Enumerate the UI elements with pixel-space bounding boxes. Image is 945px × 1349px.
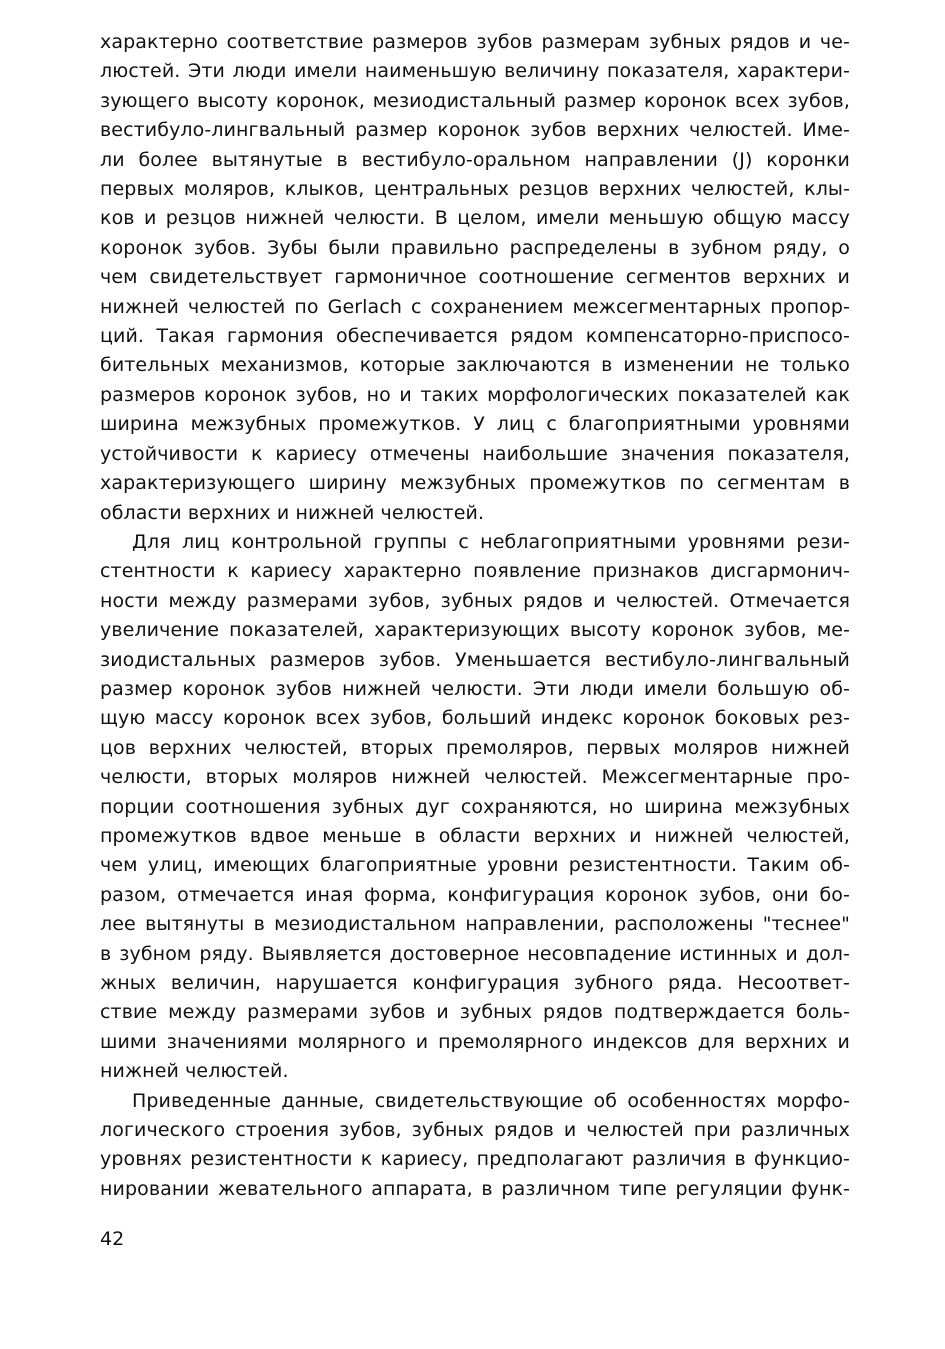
text-line: устойчивости к кариесу отмечены наибольшие значения показателя, (100, 442, 850, 465)
text-line: разом, отмечается иная форма, конфигурация коронок зубов, они бо- (100, 883, 850, 906)
text-line: жных величин, нарушается конфигурация зубного ряда. Несоответ- (100, 972, 850, 994)
text-line: нижней челюстей по Gerlach с сохранением межсегментарных пропор- (100, 295, 850, 318)
text-line: первых моляров, клыков, центральных резцов верхних челюстей, клы- (100, 178, 850, 201)
text-line: вестибуло-лингвальный размер коронок зубов верхних челюстей. Име- (100, 119, 850, 142)
text-line: чем улиц, имеющих благоприятные уровни резистентности. Таким об- (100, 854, 850, 877)
text-line: промежутков вдвое меньше в области верхних и нижней челюстей, (100, 824, 850, 847)
paragraph-2 (100, 528, 850, 1087)
text-line: в зубном ряду. Выявляется достоверное несовпадение истинных и дол- (100, 942, 850, 965)
text-line: области верхних и нижней челюстей. (100, 501, 485, 524)
text-line: ций. Такая гармония обеспечивается рядом компенсаторно-приспосо- (100, 325, 850, 348)
text-line: уровнях резистентности к кариесу, предполагают различия в функцио- (100, 1148, 850, 1171)
page-body (100, 28, 850, 1204)
text-line: характеризующего ширину межзубных промежутков по сегментам в (100, 472, 850, 495)
text-line: ствие между размерами зубов и зубных рядов подтверждается боль- (100, 1001, 850, 1024)
text-line: шими значениями молярного и премолярного индексов для верхних и (100, 1030, 850, 1053)
text-line: бительных механизмов, которые заключаются в изменении не только (100, 354, 850, 377)
text-line: люстей. Эти люди имели наименьшую величину показателя, характери- (100, 60, 850, 83)
paragraph-3 (100, 1087, 850, 1205)
text-line: коронок зубов. Зубы были правильно распределены в зубном ряду, о (100, 236, 850, 259)
text-line: щую массу коронок всех зубов, больший индекс коронок боковых рез- (100, 707, 850, 730)
text-line: порции соотношения зубных дуг сохраняются, но ширина межзубных (100, 795, 850, 818)
text-line: нижней челюстей. (100, 1060, 289, 1083)
text-line: чем свидетельствует гармоничное соотношение сегментов верхних и (100, 266, 850, 289)
text-line: увеличение показателей, характеризующих высоту коронок зубов, ме- (100, 619, 850, 642)
text-line: Для лиц контрольной группы с неблагоприятными уровнями рези- (132, 530, 850, 553)
text-line: характерно соответствие размеров зубов размерам зубных рядов и че- (100, 31, 850, 53)
text-line: цов верхних челюстей, вторых премоляров, первых моляров нижней (100, 736, 850, 759)
text-line: нировании жевательного аппарата, в различном типе регуляции функ- (100, 1177, 850, 1200)
text-line: размер коронок зубов нижней челюсти. Эти люди имели большую об- (100, 677, 850, 700)
paragraph-1 (100, 28, 850, 528)
text-line: ности между размерами зубов, зубных рядов и челюстей. Отмечается (100, 589, 850, 612)
text-line: размеров коронок зубов, но и таких морфологических показателей как (100, 383, 850, 406)
text-line: зующего высоту коронок, мезиодистальный размер коронок всех зубов, (100, 89, 850, 112)
text-line: челюсти, вторых моляров нижней челюстей. Межсегментарные про- (100, 766, 850, 789)
text-line: Приведенные данные, свидетельствующие об особенностях морфо- (132, 1089, 850, 1112)
text-line: зиодистальных размеров зубов. Уменьшается вестибуло-лингвальный (100, 648, 850, 671)
text-line: стентности к кариесу характерно появление признаков дисгармонич- (100, 560, 850, 583)
page-number: 42 (100, 1228, 125, 1250)
text-line: логического строения зубов, зубных рядов и челюстей при различных (100, 1119, 850, 1142)
text-line: лее вытянуты в мезиодистальном направлении, расположены "теснее" (100, 913, 850, 936)
text-line: ли более вытянутые в вестибуло-оральном направлении (J) коронки (100, 148, 850, 171)
text-line: ков и резцов нижней челюсти. В целом, имели меньшую общую массу (100, 207, 850, 230)
text-line: ширина межзубных промежутков. У лиц с благоприятными уровнями (100, 413, 850, 436)
